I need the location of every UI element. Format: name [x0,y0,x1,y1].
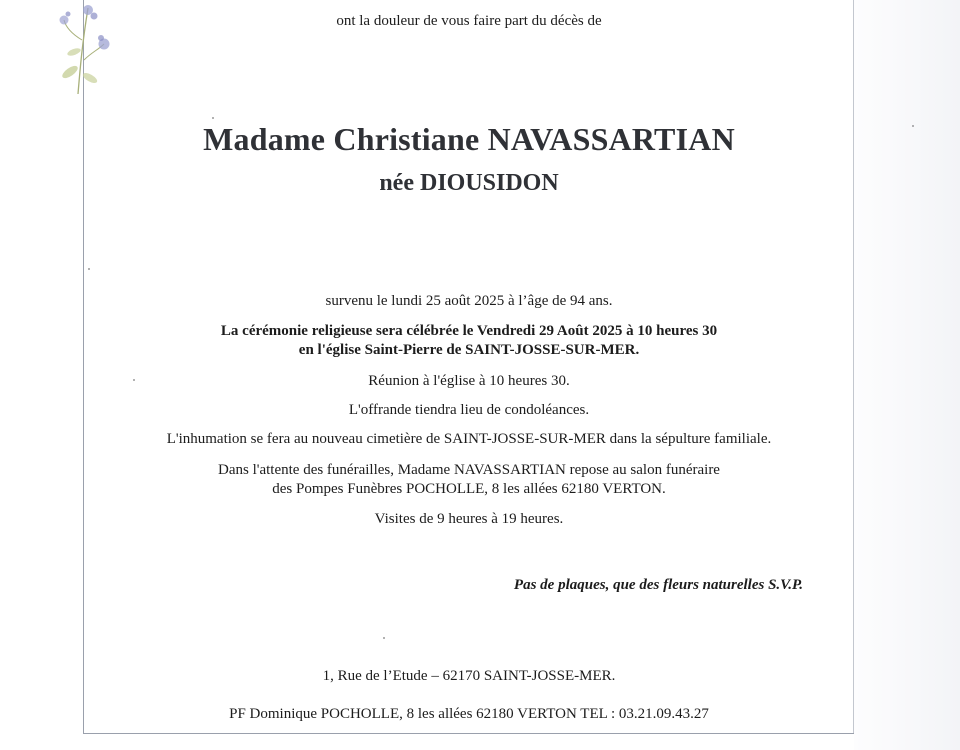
frame-bottom-border [83,733,854,734]
scan-edge-shade [854,0,960,750]
scan-speck [383,637,385,639]
funeral-home-contact: PF Dominique POCHOLLE, 8 les allées 62180 VERTON TEL : 03.21.09.43.27 [229,706,709,722]
burial-info: L'inhumation se fera au nouveau cimetière de SAINT-JOSSE-SUR-MER dans la sépulture familiale. [166,431,772,447]
ceremony-line-1: La cérémonie religieuse sera célébrée le Vendredi 29 Août 2025 à 10 heures 30 [220,323,718,339]
offering-info: L'offrande tiendra lieu de condoléances. [348,402,590,418]
death-info: survenu le lundi 25 août 2025 à l’âge de 94 ans. [325,293,613,309]
rest-line-2: des Pompes Funèbres POCHOLLE, 8 les allées 62180 VERTON. [272,481,666,497]
flowers-note: Pas de plaques, que des fleurs naturelles S.V.P. [513,577,803,593]
ceremony-line-2: en l'église Saint-Pierre de SAINT-JOSSE-SUR-MER. [298,342,640,358]
deceased-name: Madame Christiane NAVASSARTIAN [203,121,735,157]
rest-line-1: Dans l'attente des funérailles, Madame NAVASSARTIAN repose au salon funéraire [218,462,720,478]
visiting-hours: Visites de 9 heures à 19 heures. [374,511,564,527]
scan-speck [88,268,90,270]
frame-right-border [853,0,854,734]
scan-speck [212,117,214,119]
frame-left-border [83,0,84,734]
gathering-info: Réunion à l'église à 10 heures 30. [368,373,570,389]
intro-text: ont la douleur de vous faire part du décès de [336,13,602,29]
family-address: 1, Rue de l’Etude – 62170 SAINT-JOSSE-MER. [322,668,616,684]
scan-speck [912,125,914,127]
scan-speck [133,379,135,381]
maiden-name: née DIOUSIDON [379,170,559,196]
